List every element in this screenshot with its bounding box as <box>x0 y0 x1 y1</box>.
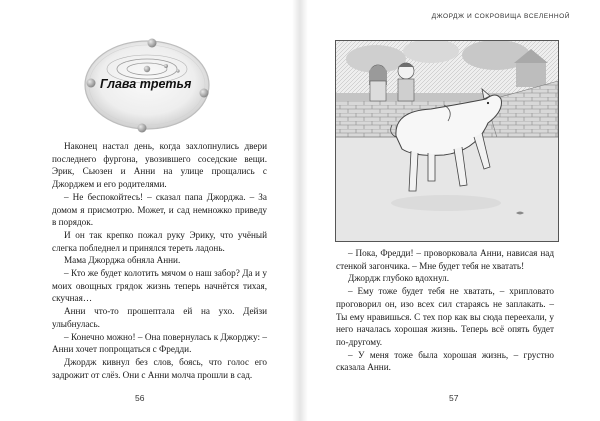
pig-illustration <box>335 40 559 242</box>
paragraph: – Не беспокойтесь! – сказал папа Джорджа. – За домом я присмотрю. Может, и сад немножко приведу в порядок. <box>52 191 267 228</box>
paragraph: Анни что-то прошептала ей на ухо. Дейзи улыбнулась. <box>52 306 267 329</box>
paragraph: Наконец настал день, когда захлопнулись двери последнего фургона, увозившего соседские вещи. Эрик, Сьюзен и Анни на улице прощались с Джорджем и его родителями. <box>52 141 267 190</box>
running-head: ДЖОРДЖ И СОКРОВИЩА ВСЕЛЕННОЙ <box>431 13 570 20</box>
paragraph: – Ему тоже будет тебя не хватать, – хрипловато проговорил он, изо всех сил стараясь не заплакать. – Ты ему нравишься. С тех пор как вы сюда переехали, у него началась хорошая жизнь. Теперь всё опять будет по-другому. <box>336 286 554 347</box>
paragraph: Джордж глубоко вдохнул. <box>348 273 450 284</box>
right-page-text <box>336 247 554 374</box>
paragraph: – Пока, Фредди! – проворковала Анни, нависая над стенкой загончика. – Мне будет тебя не хватать! <box>336 248 554 271</box>
chapter-title: Глава третья <box>100 77 192 91</box>
page-number-left: 56 <box>135 393 145 403</box>
paragraph: – У меня тоже была хорошая жизнь, – грустно сказала Анни. <box>336 349 554 373</box>
paragraph: Джордж кивнул без слов, боясь, что голос его задрожит от слёз. Они с Анни молча прошли в сад. <box>52 356 267 380</box>
paragraph: И он так крепко пожал руку Эрику, что учёный слегка побледнел и принялся тереть ладонь. <box>52 229 267 253</box>
paragraph: – Кто же будет колотить мячом о наш забор? Да и у моих овощных грядок жизнь теперь начнётся тихая, скучная… <box>52 268 267 304</box>
page-number-right: 57 <box>449 393 459 403</box>
paragraph: – Конечно можно! – Она повернулась к Джорджу: – Анни хочет попрощаться с Фредди. <box>52 331 267 355</box>
paragraph: Мама Джорджа обняла Анни. <box>64 255 181 266</box>
left-page-text <box>52 140 267 381</box>
book-gutter <box>292 0 308 421</box>
